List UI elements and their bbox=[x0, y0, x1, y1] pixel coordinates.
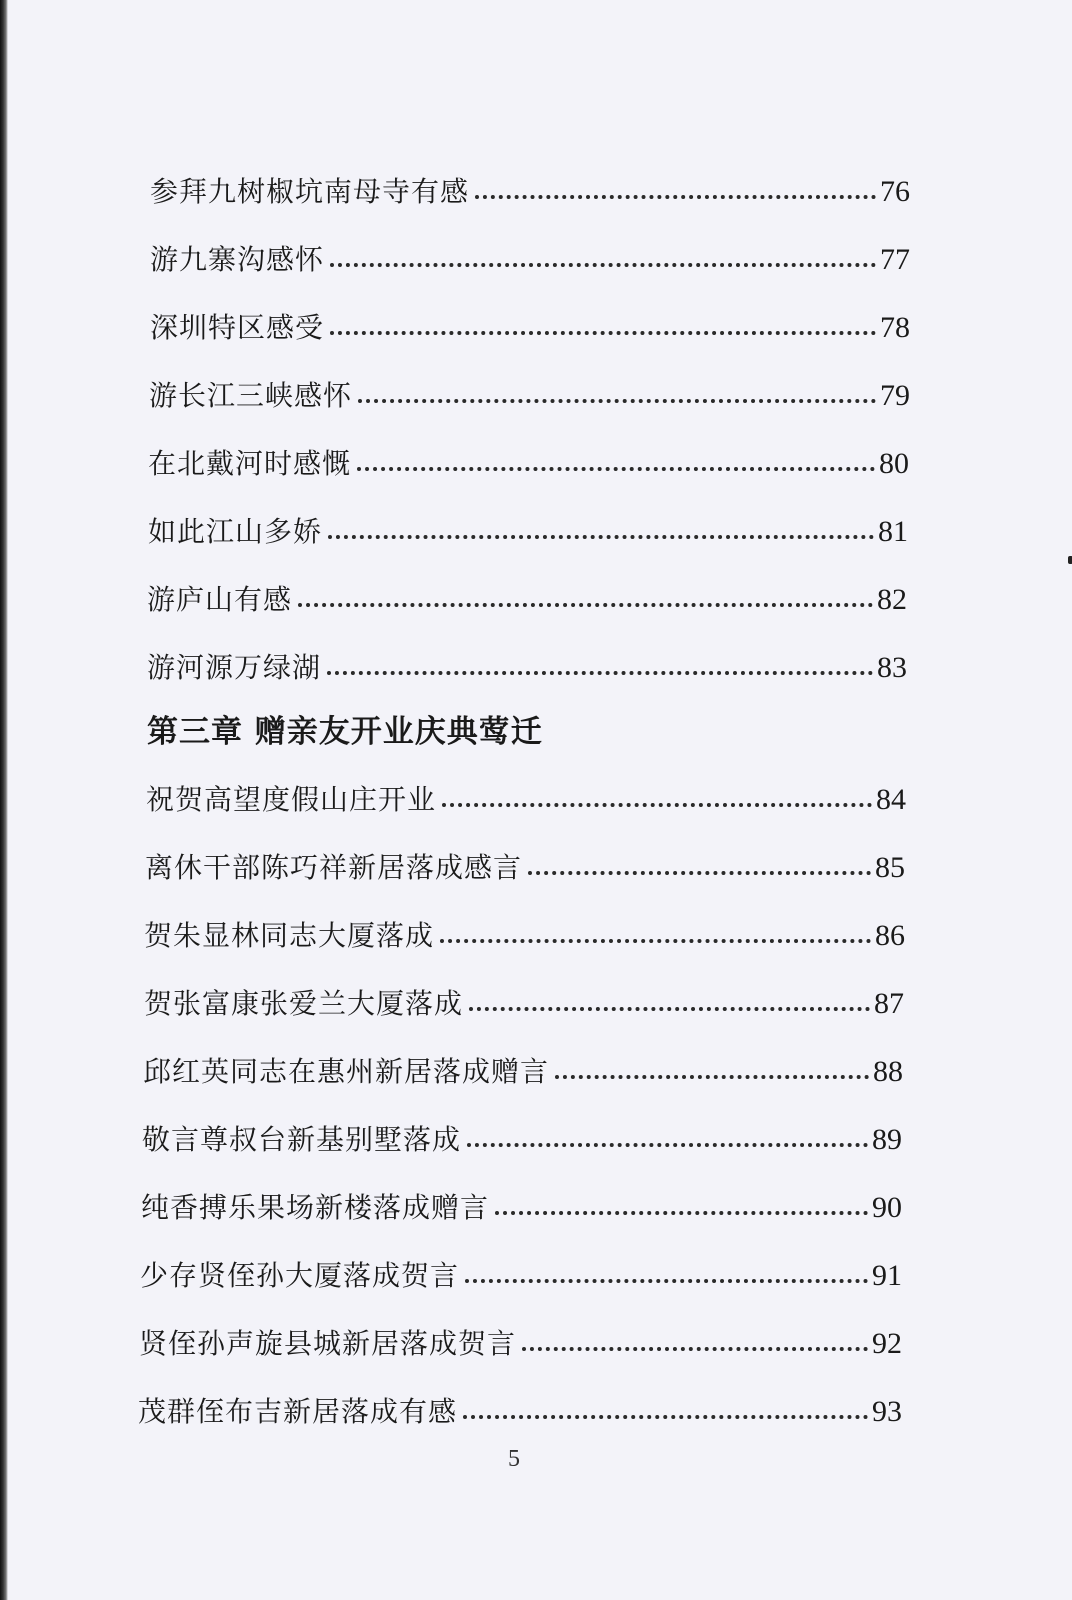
toc-entry-title: 祝贺高望度假山庄开业 bbox=[146, 783, 437, 816]
toc-entry[interactable] bbox=[149, 368, 910, 416]
toc-entry-title: 敬言尊叔台新基别墅落成 bbox=[142, 1123, 462, 1156]
toc-entry-title: 参拜九树椒坑南母寺有感 bbox=[150, 175, 470, 208]
toc-entry-title: 在北戴河时感慨 bbox=[148, 447, 352, 480]
toc-entry-title: 贤侄孙声旋县城新居落成贺言 bbox=[139, 1327, 517, 1360]
chapter-heading: 第三章 赠亲友开业庆典莺迁 bbox=[147, 714, 543, 750]
toc-entry[interactable] bbox=[141, 1180, 902, 1228]
dot-leader bbox=[358, 399, 876, 403]
toc-entry[interactable] bbox=[145, 840, 905, 888]
toc-entry-page: 90 bbox=[872, 1191, 902, 1224]
toc-entry-page: 81 bbox=[878, 515, 908, 548]
dot-leader bbox=[465, 1279, 868, 1283]
toc-entry-page: 93 bbox=[872, 1395, 902, 1428]
toc-entry[interactable] bbox=[147, 640, 907, 688]
toc-entry[interactable] bbox=[140, 1248, 902, 1296]
toc-entry[interactable] bbox=[144, 976, 904, 1024]
toc-entry-title: 离休干部陈巧祥新居落成感言 bbox=[145, 851, 523, 884]
toc-entry[interactable] bbox=[138, 1384, 902, 1432]
toc-entry-page: 78 bbox=[880, 311, 910, 344]
dot-leader bbox=[328, 535, 874, 539]
toc-entry-page: 88 bbox=[873, 1055, 903, 1088]
toc-entry[interactable] bbox=[139, 1316, 902, 1364]
toc-entry[interactable] bbox=[144, 908, 905, 956]
toc-entry-page: 91 bbox=[872, 1259, 902, 1292]
dot-leader bbox=[327, 671, 873, 675]
dot-leader bbox=[440, 939, 871, 943]
toc-entry-page: 85 bbox=[875, 851, 905, 884]
toc-entry-title: 贺朱显林同志大厦落成 bbox=[144, 919, 435, 952]
toc-entry-title: 贺张富康张爱兰大厦落成 bbox=[144, 987, 464, 1020]
dot-leader bbox=[330, 263, 876, 267]
dot-leader bbox=[357, 467, 875, 471]
dot-leader bbox=[442, 803, 872, 807]
toc-entry-page: 92 bbox=[872, 1327, 902, 1360]
dot-leader bbox=[298, 603, 873, 607]
toc-entry-page: 89 bbox=[872, 1123, 902, 1156]
toc-entry-page: 76 bbox=[880, 175, 910, 208]
toc-entry-page: 77 bbox=[880, 243, 910, 276]
toc-entry-title: 茂群侄布吉新居落成有感 bbox=[138, 1395, 458, 1428]
toc-entry-page: 86 bbox=[875, 919, 905, 952]
toc-entry[interactable] bbox=[150, 300, 910, 348]
scan-spine-shadow bbox=[0, 0, 8, 1600]
page-number: 5 bbox=[508, 1446, 520, 1472]
toc-entry-title: 纯香搏乐果场新楼落成赠言 bbox=[141, 1191, 490, 1224]
toc-entry-page: 80 bbox=[879, 447, 909, 480]
dot-leader bbox=[522, 1347, 868, 1351]
toc-entry[interactable] bbox=[147, 572, 907, 620]
dot-leader bbox=[467, 1143, 868, 1147]
toc-entry-page: 82 bbox=[877, 583, 907, 616]
toc-entry-title: 游河源万绿湖 bbox=[147, 651, 322, 684]
toc-entry[interactable] bbox=[148, 436, 909, 484]
toc-entry[interactable] bbox=[146, 772, 906, 820]
dot-leader bbox=[469, 1007, 870, 1011]
dot-leader bbox=[528, 871, 871, 875]
toc-entry[interactable] bbox=[150, 232, 910, 280]
toc-entry-title: 游九寨沟感怀 bbox=[150, 243, 325, 276]
toc-entry-title: 游庐山有感 bbox=[147, 583, 293, 616]
toc-entry-title: 如此江山多娇 bbox=[148, 515, 323, 548]
toc-entry[interactable] bbox=[150, 164, 910, 212]
toc-entry-page: 79 bbox=[880, 379, 910, 412]
dot-leader bbox=[475, 195, 876, 199]
dot-leader bbox=[330, 331, 876, 335]
toc-entry-page: 84 bbox=[876, 783, 906, 816]
toc-entry-title: 邱红英同志在惠州新居落成赠言 bbox=[143, 1055, 550, 1088]
toc-entry-title: 少存贤侄孙大厦落成贺言 bbox=[140, 1259, 460, 1292]
dot-leader bbox=[495, 1211, 868, 1215]
toc-entry-title: 深圳特区感受 bbox=[150, 311, 325, 344]
toc-entry[interactable] bbox=[143, 1044, 903, 1092]
toc-entry[interactable] bbox=[142, 1112, 902, 1160]
toc-entry-page: 87 bbox=[874, 987, 904, 1020]
dot-leader bbox=[463, 1415, 868, 1419]
dot-leader bbox=[555, 1075, 869, 1079]
toc-entry-title: 游长江三峡感怀 bbox=[149, 379, 353, 412]
toc-entry-page: 83 bbox=[877, 651, 907, 684]
toc-entry[interactable] bbox=[148, 504, 908, 552]
scan-speck bbox=[1068, 556, 1072, 564]
